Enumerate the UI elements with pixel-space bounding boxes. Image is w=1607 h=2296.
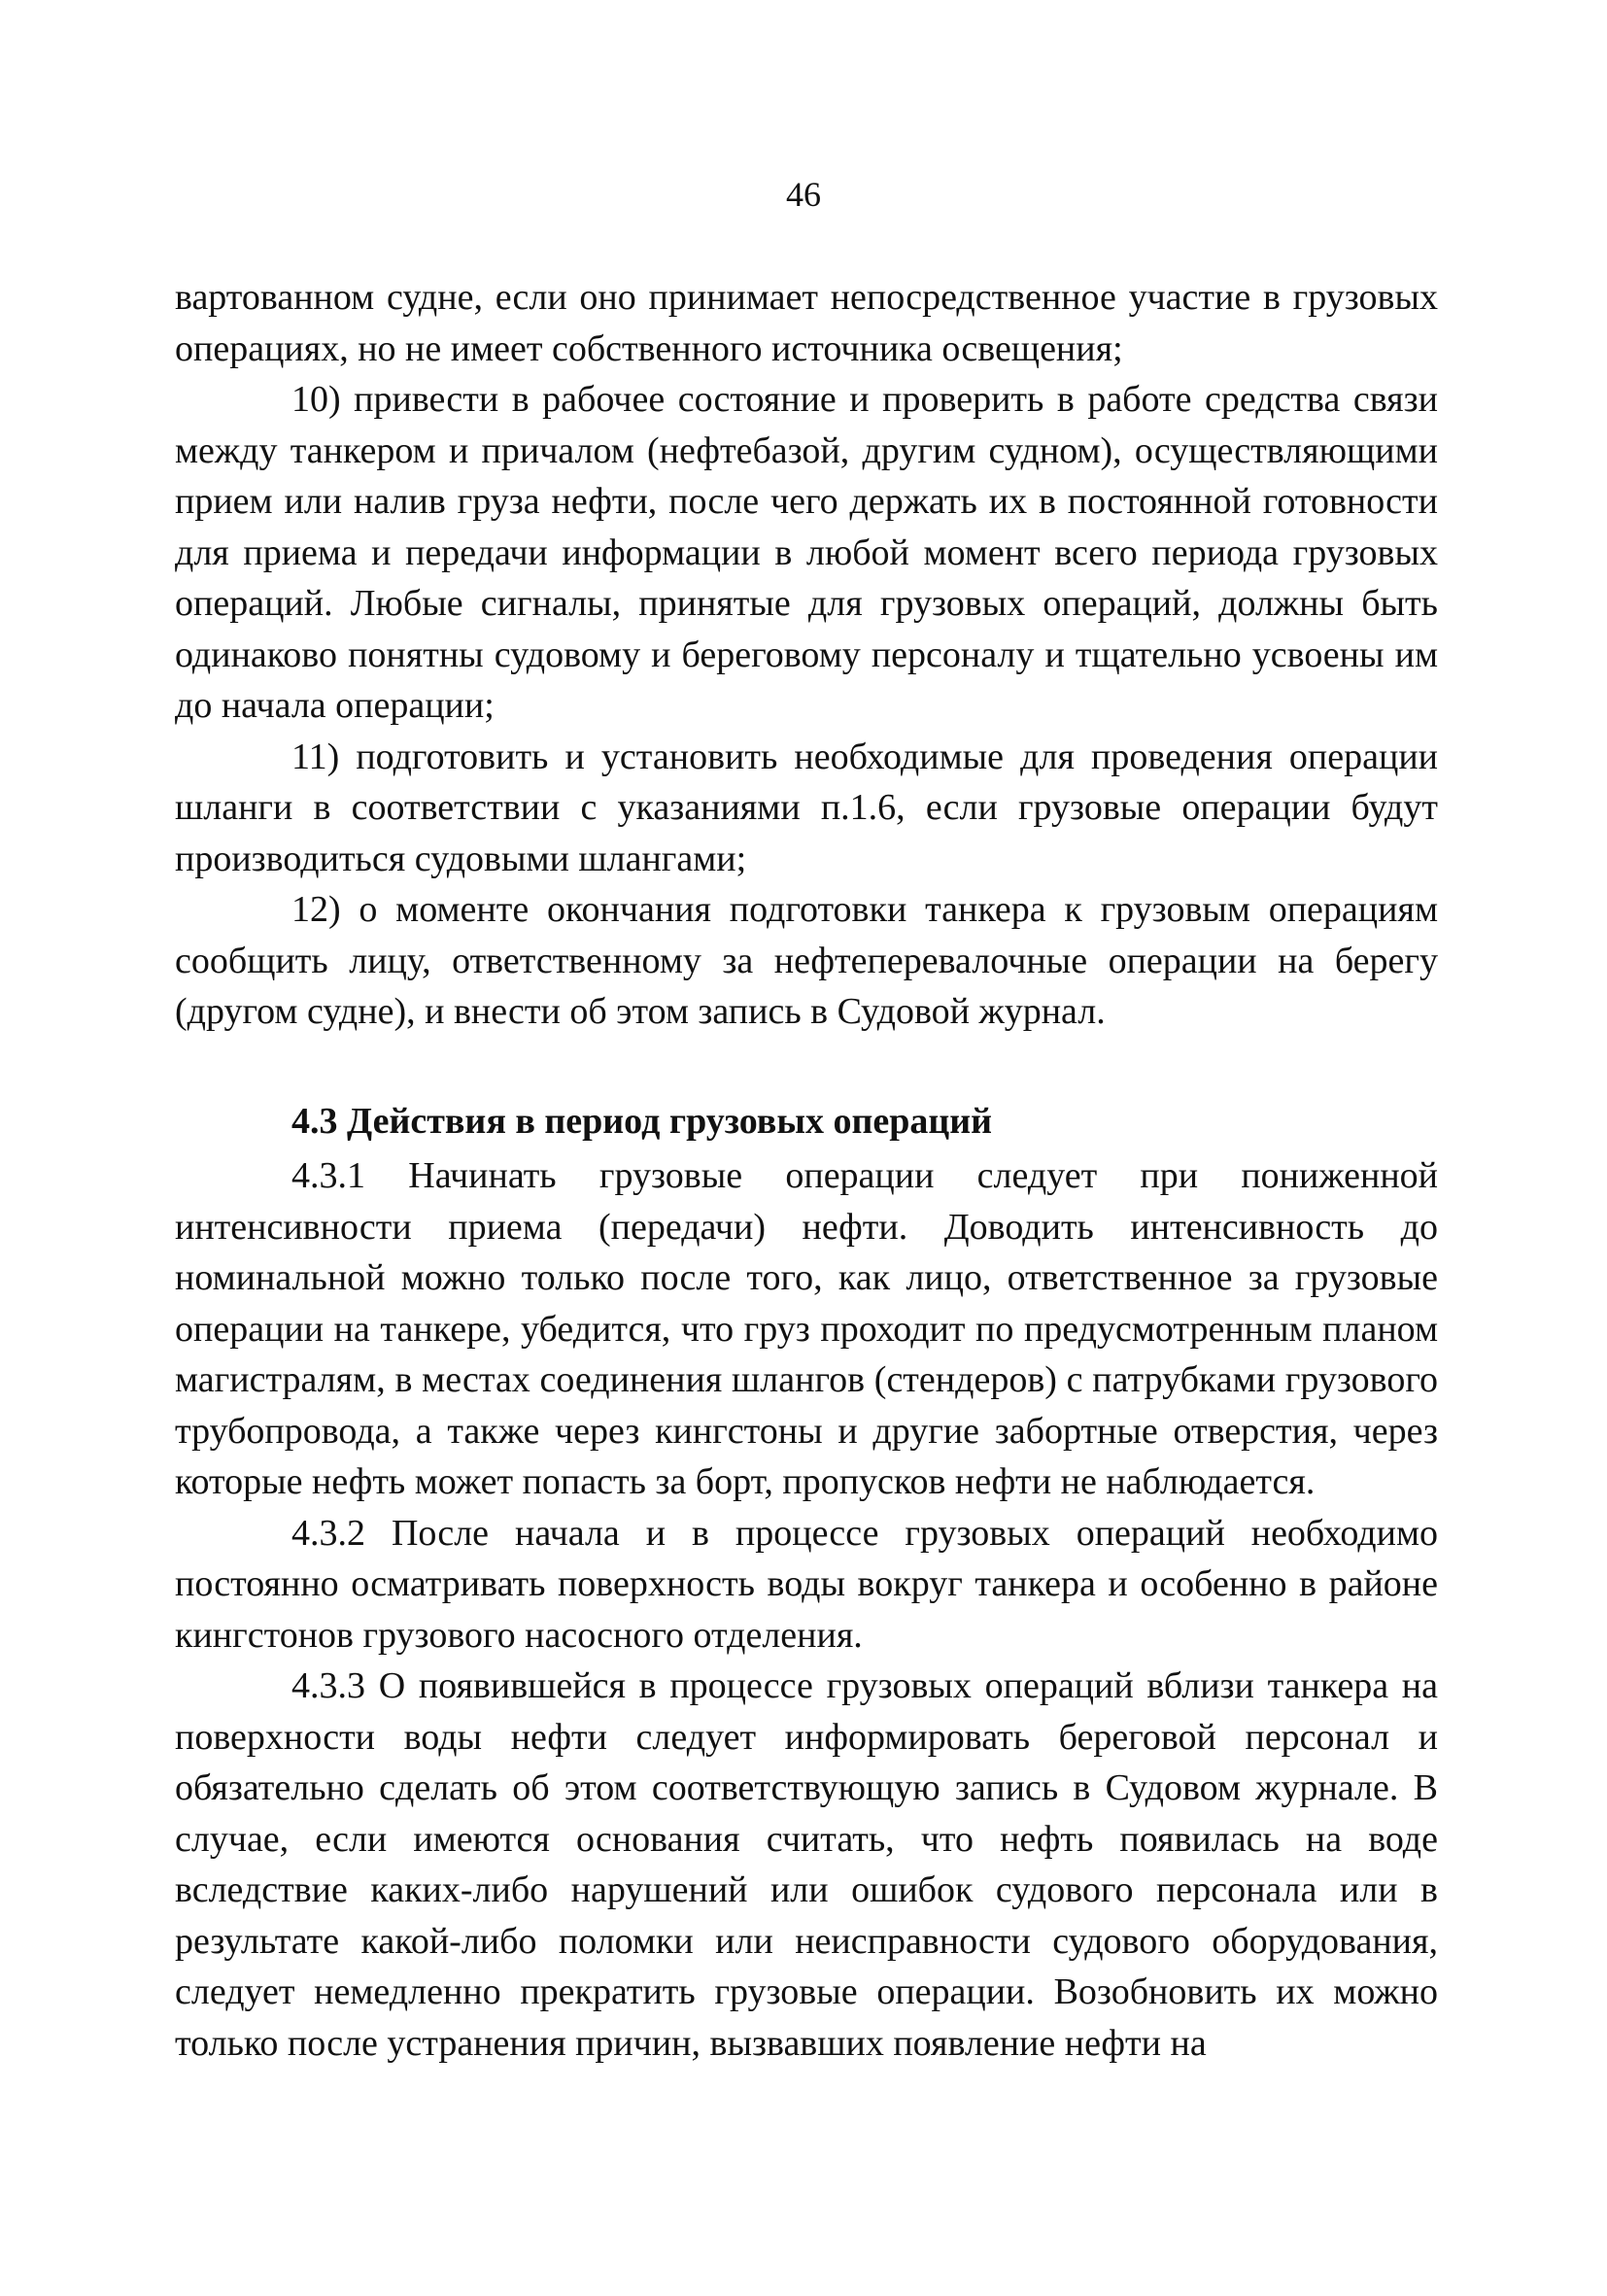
paragraph-continuation: вартованном судне, если оно принимает непосредственное участие в грузовых операциях, но не имеет собственного источника освещения; bbox=[175, 277, 1438, 369]
paragraph-4-3-1: 4.3.1 Начинать грузовые операции следует при пониженной интенсивности приема (передачи) нефти. Доводить интенсивность до номинальной можно только после того, как лицо, ответственное за грузовые операции на танкере, убедится, что груз проходит по предусмотренным планом магистралям, в местах соединения шлангов (стендеров) с патрубками грузового трубопровода, а также через кингстоны и другие забортные отверстия, через которые нефть может попасть за борт, пропусков нефти не наблюдается. bbox=[175, 1155, 1438, 1502]
paragraph-item-10: 10) привести в рабочее состояние и проверить в работе средства связи между танкером и причалом (нефтебазой, другим судном), осуществляющими прием или налив груза нефти, после чего держать их в постоянной готовности для приема и передачи информации в любой момент всего периода грузовых операций. Любые сигналы, принятые для грузовых операций, должны быть одинаково понятны судовому и береговому персоналу и тщательно усвоены им до начала операции; bbox=[175, 379, 1438, 726]
paragraph-4-3-3: 4.3.3 О появившейся в процессе грузовых операций вблизи танкера на поверхности воды нефти следует информировать береговой персонал и обязательно сделать об этом соответствующую запись в Судовом журнале. В случае, если имеются основания считать, что нефть появилась на воде вследствие каких-либо нарушений или ошибок судового персонала или в результате какой-либо поломки или неисправности судового оборудования, следует немедленно прекратить грузовые операции. Возобновить их можно только после устранения причин, вызвавших появление нефти на bbox=[175, 1665, 1438, 2064]
paragraph-item-11: 11) подготовить и установить необходимые для проведения операции шланги в соответствии с указаниями п.1.6, если грузовые операции будут производиться судовыми шлангами; bbox=[175, 736, 1438, 879]
paragraph-item-12: 12) о моменте окончания подготовки танкера к грузовым операциям сообщить лицу, ответственному за нефтеперевалочные операции на берегу (другом судне), и внести об этом запись в Судовой журнал. bbox=[175, 889, 1438, 1032]
text-block-top bbox=[175, 272, 1438, 1038]
page-number: 46 bbox=[786, 175, 821, 214]
section-heading: 4.3 Действия в период грузовых операций bbox=[291, 1101, 993, 1142]
paragraph-4-3-2: 4.3.2 После начала и в процессе грузовых операций необходимо постоянно осматривать поверхность воды вокруг танкера и особенно в районе кингстонов грузового насосного отделения. bbox=[175, 1512, 1438, 1656]
text-block-section bbox=[175, 1150, 1438, 2069]
